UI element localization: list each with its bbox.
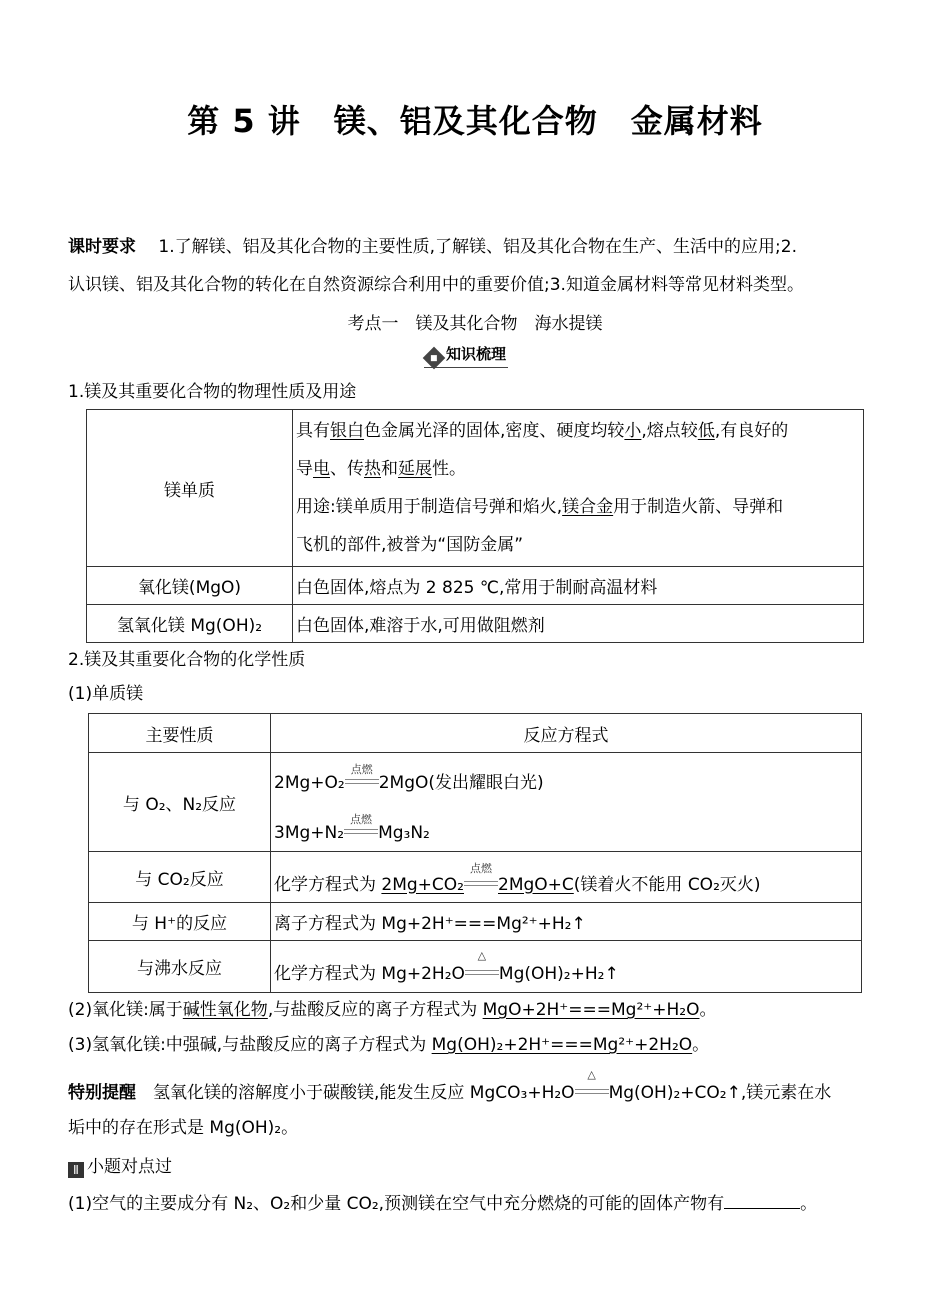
table-cell: 白色固体,熔点为 2 825 ℃,常用于制耐高温材料 <box>293 567 864 605</box>
condition-label: 点燃 <box>470 861 492 875</box>
equals-bar <box>575 1089 609 1094</box>
table-row <box>87 410 864 567</box>
text: 。 <box>800 1194 818 1214</box>
magnesium-use-2: 飞机的部件,被誉为“国防金属” <box>296 535 524 555</box>
column-header: 主要性质 <box>89 714 271 753</box>
magnesium-use-1 <box>296 488 860 526</box>
reaction-condition <box>575 1068 609 1100</box>
table-cell: 镁单质 <box>87 410 293 567</box>
reaction-condition <box>345 763 379 790</box>
requirements-line-1 <box>68 232 797 257</box>
equals-bar <box>345 779 379 784</box>
table-cell: 白色固体,难溶于水,可用做阻燃剂 <box>293 605 864 643</box>
section-1-heading: 1.镁及其重要化合物的物理性质及用途 <box>68 382 357 402</box>
reaction-condition <box>464 861 498 892</box>
question-1 <box>68 1189 817 1214</box>
table-cell: 氧化镁(MgO) <box>87 567 293 605</box>
text: 。 <box>699 1000 717 1020</box>
table-row <box>87 567 864 605</box>
text: 2MgO(发出耀眼白光) <box>378 773 544 793</box>
diamond-icon: ◆ <box>423 347 446 370</box>
physical-properties-table <box>86 409 864 643</box>
requirements-text-1: 1.了解镁、铝及其化合物的主要性质,了解镁、铝及其化合物在生产、生活中的应用;2. <box>158 237 797 257</box>
answer-underline: 电 <box>313 459 330 479</box>
answer-blank[interactable] <box>724 1194 800 1209</box>
requirements-line-2: 认识镁、铝及其化合物的转化在自然资源综合利用中的重要价值;3.知道金属材料等常见材料类型。 <box>68 275 804 295</box>
answer-underline: Mg(OH)₂+2H⁺===Mg²⁺+2H₂O <box>431 1035 693 1055</box>
table-cell: 氢氧化镁 Mg(OH)₂ <box>87 605 293 643</box>
sub-heading-2 <box>68 995 716 1020</box>
table-cell <box>271 753 862 852</box>
text: ,有良好的 <box>714 421 789 441</box>
tip-label: 特别提醒 <box>68 1083 136 1103</box>
text: (2)氧化镁:属于 <box>68 1000 183 1020</box>
text: 和 <box>381 459 398 479</box>
text: (3)氢氧化镁:中强碱,与盐酸反应的离子方程式为 <box>68 1035 432 1055</box>
answer-underline: 小 <box>624 421 642 441</box>
magnesium-desc-1 <box>296 412 860 450</box>
table-cell: 与 O₂、N₂反应 <box>89 753 271 852</box>
answer-underline: 2Mg+CO₂ <box>381 874 464 895</box>
table-row <box>89 753 862 852</box>
table-row <box>89 852 862 903</box>
reaction-condition <box>344 813 378 840</box>
text: 性。 <box>432 459 466 479</box>
section-2-heading: 2.镁及其重要化合物的化学性质 <box>68 650 306 670</box>
text: Mg₃N₂ <box>378 823 430 843</box>
page-title: 第 5 讲 镁、铝及其化合物 金属材料 <box>187 102 763 140</box>
text: (镁着火不能用 CO₂灭火) <box>573 874 761 895</box>
equation-mg-n2 <box>274 813 861 845</box>
knowledge-badge-label: 知识梳理 <box>446 345 507 363</box>
answer-underline: 银白 <box>330 421 364 441</box>
answer-underline: 2MgO+C <box>498 874 574 895</box>
exercise-heading <box>68 1152 172 1178</box>
knowledge-badge <box>424 342 508 368</box>
condition-label: △ <box>477 949 487 962</box>
text: 色金属光泽的固体,密度、硬度均较 <box>364 421 625 441</box>
text: ,与盐酸反应的离子方程式为 <box>267 1000 483 1020</box>
answer-underline: 低 <box>697 421 715 441</box>
text: 2Mg+O₂ <box>274 773 345 793</box>
column-header: 反应方程式 <box>271 714 862 753</box>
equals-bar <box>465 970 499 975</box>
table-cell: 与 H⁺的反应 <box>89 903 271 941</box>
text: Mg(OH)₂+CO₂↑,镁元素在水 <box>608 1083 832 1103</box>
equals-bar <box>464 881 498 886</box>
text: 具有 <box>296 421 330 441</box>
magnesium-desc-2 <box>296 450 860 488</box>
text: 用途:镁单质用于制造信号弹和焰火, <box>296 497 563 517</box>
table-cell <box>293 410 864 567</box>
table-row <box>89 903 862 941</box>
answer-underline: 热 <box>364 459 381 479</box>
text: Mg(OH)₂+H₂↑ <box>498 964 619 984</box>
answer-underline: 镁合金 <box>562 497 614 517</box>
table-cell <box>271 941 862 993</box>
equals-bar <box>344 829 378 834</box>
text: 用于制造火箭、导弹和 <box>613 497 784 517</box>
text: 。 <box>692 1035 710 1055</box>
exercise-icon: Ⅱ <box>68 1162 84 1178</box>
tip-line-1 <box>68 1068 832 1103</box>
requirements-label: 课时要求 <box>68 237 136 257</box>
answer-underline: 延展 <box>398 459 432 479</box>
text: 化学方程式为 <box>274 874 382 895</box>
text: 3Mg+N₂ <box>274 823 345 843</box>
text: ,熔点较 <box>641 421 698 441</box>
text: 化学方程式为 Mg+2H₂O <box>274 964 465 984</box>
table-cell: 与沸水反应 <box>89 941 271 993</box>
point-heading: 考点一 镁及其化合物 海水提镁 <box>347 314 603 334</box>
table-cell <box>271 852 862 903</box>
sub-heading-3 <box>68 1030 709 1055</box>
chemical-properties-table <box>88 713 862 993</box>
reaction-condition <box>465 949 499 981</box>
text: 导 <box>296 459 313 479</box>
text: (1)空气的主要成分有 N₂、O₂和少量 CO₂,预测镁在空气中充分燃烧的可能的固体产物有 <box>68 1194 725 1214</box>
table-row <box>87 605 864 643</box>
table-row <box>89 941 862 993</box>
tip-line-2: 垢中的存在形式是 Mg(OH)₂。 <box>68 1118 299 1138</box>
text: 氢氧化镁的溶解度小于碳酸镁,能发生反应 MgCO₃+H₂O <box>136 1083 575 1103</box>
answer-underline: 碱性氧化物 <box>182 1000 268 1020</box>
condition-label: 点燃 <box>350 813 373 826</box>
condition-label: 点燃 <box>350 763 373 776</box>
table-cell: 与 CO₂反应 <box>89 852 271 903</box>
equation-mg-o2 <box>274 763 861 795</box>
condition-label: △ <box>587 1068 596 1081</box>
table-header-row <box>89 714 862 753</box>
sub-heading-1: (1)单质镁 <box>68 684 144 704</box>
table-cell: 离子方程式为 Mg+2H⁺===Mg²⁺+H₂↑ <box>271 903 862 941</box>
text: 、传 <box>330 459 364 479</box>
answer-underline: MgO+2H⁺===Mg²⁺+H₂O <box>482 1000 700 1020</box>
exercise-heading-label: 小题对点过 <box>87 1157 172 1177</box>
